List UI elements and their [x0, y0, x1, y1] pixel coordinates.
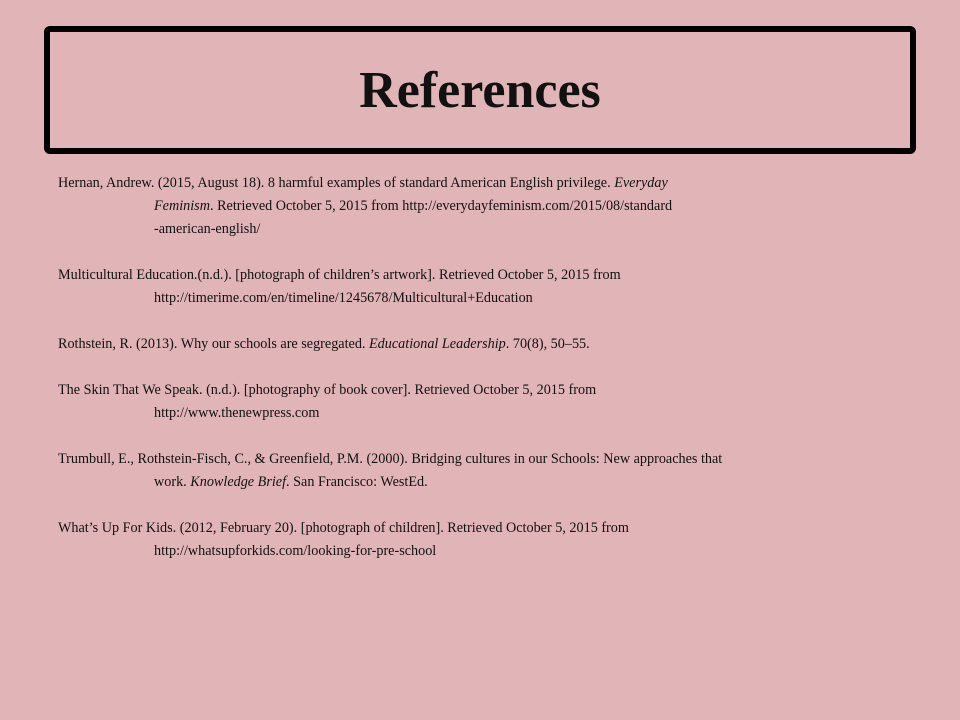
reference-rothstein: [58, 333, 918, 356]
reference-line: The Skin That We Speak. (n.d.). [photography of book cover]. Retrieved October 5, 2015 from: [58, 382, 597, 398]
reference-line: Hernan, Andrew. (2015, August 18). 8 harmful examples of standard American English privilege. Everyday: [58, 175, 668, 191]
reference-url: http://whatsupforkids.com/looking-for-pre-school: [154, 543, 437, 559]
reference-line: -american-english/: [154, 221, 261, 237]
reference-list: [58, 172, 918, 586]
reference-whats-up-for-kids: [58, 517, 918, 563]
reference-url: http://timerime.com/en/timeline/1245678/Multicultural+Education: [154, 290, 533, 306]
reference-line: Multicultural Education.(n.d.). [photograph of children’s artwork]. Retrieved October 5, 2015 from: [58, 267, 621, 283]
reference-trumbull: [58, 448, 918, 494]
reference-line: Feminism. Retrieved October 5, 2015 from http://everydayfeminism.com/2015/08/standard: [154, 198, 673, 214]
reference-skin-that-we-speak: [58, 379, 918, 425]
reference-line: work. Knowledge Brief. San Francisco: WestEd.: [154, 474, 428, 490]
page-title: References: [359, 61, 601, 119]
title-box: [44, 26, 916, 154]
reference-url: http://www.thenewpress.com: [154, 405, 320, 421]
reference-line: Trumbull, E., Rothstein-Fisch, C., & Greenfield, P.M. (2000). Bridging cultures in our Schools: New approaches that: [58, 451, 723, 467]
reference-line: Rothstein, R. (2013). Why our schools are segregated. Educational Leadership. 70(8), 50–55.: [58, 336, 590, 352]
reference-hernan: [58, 172, 918, 241]
reference-line: What’s Up For Kids. (2012, February 20). [photograph of children]. Retrieved October 5, 2015 from: [58, 520, 629, 536]
reference-multicultural-education: [58, 264, 918, 310]
